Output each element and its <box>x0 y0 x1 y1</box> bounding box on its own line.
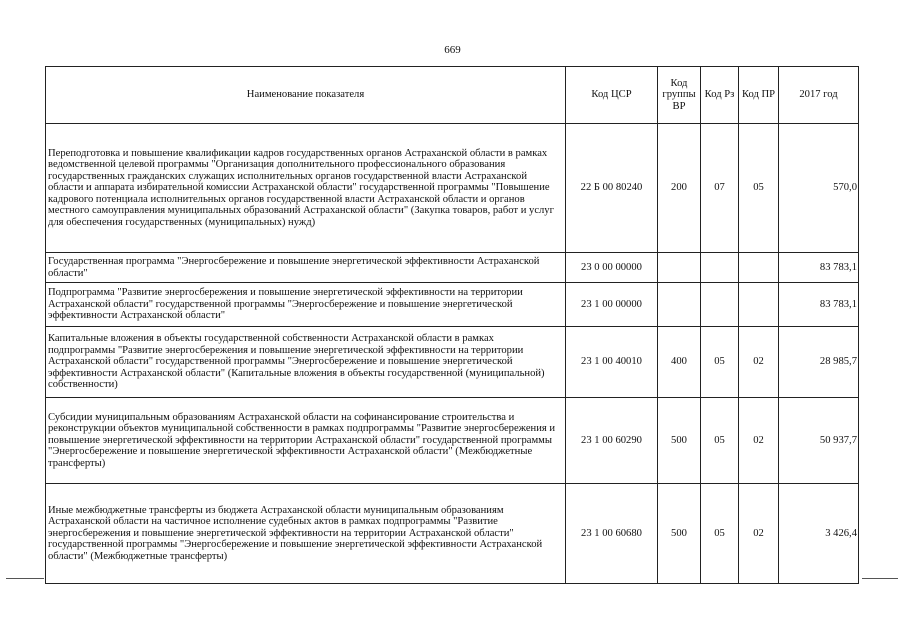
row-csr-code: 23 0 00 00000 <box>566 253 658 283</box>
row-csr-code: 23 1 00 00000 <box>566 283 658 327</box>
row-vr-code <box>658 253 701 283</box>
header-csr-code: Код ЦСР <box>566 67 658 124</box>
row-name: Капитальные вложения в объекты государственной собственности Астраханской области в рамках подпрограммы "Развитие энергосбережения и повышение энергетической эффективности на территории Астраханской области" государственной программы "Энергосбережение и повышение энергетической эффективности Астраханской области" (Капитальные вложения в объекты государственной (муниципальной) собственности) <box>46 327 566 398</box>
table-row <box>46 484 859 584</box>
row-rz-code: 05 <box>701 484 739 584</box>
table-row <box>46 253 859 283</box>
header-row <box>46 67 859 124</box>
row-rz-code <box>701 253 739 283</box>
row-rz-code: 07 <box>701 124 739 253</box>
table-row <box>46 283 859 327</box>
row-csr-code: 23 1 00 40010 <box>566 327 658 398</box>
row-vr-code: 200 <box>658 124 701 253</box>
page-number: 669 <box>444 44 461 56</box>
row-pr-code: 02 <box>739 327 779 398</box>
header-rz-code: Код Рз <box>701 67 739 124</box>
row-amount: 570,0 <box>779 124 859 253</box>
row-name: Иные межбюджетные трансферты из бюджета Астраханской области муниципальным образованиям Астраханской области на частичное исполнение судебных актов в рамках подпрограммы "Развитие энергосбережения и повышение энергетической эффективности на территории Астраханской области" государственной программы "Энергосбережение и повышение энергетической эффективности Астраханской области" (Межбюджетные трансферты) <box>46 484 566 584</box>
page-edge-line-right <box>862 578 898 579</box>
row-pr-code <box>739 253 779 283</box>
row-csr-code: 23 1 00 60680 <box>566 484 658 584</box>
page-edge-line-left <box>6 578 44 579</box>
row-rz-code: 05 <box>701 398 739 484</box>
row-rz-code: 05 <box>701 327 739 398</box>
header-year: 2017 год <box>779 67 859 124</box>
header-pr-code: Код ПР <box>739 67 779 124</box>
table-row <box>46 327 859 398</box>
row-pr-code <box>739 283 779 327</box>
row-amount: 28 985,7 <box>779 327 859 398</box>
row-pr-code: 05 <box>739 124 779 253</box>
row-pr-code: 02 <box>739 484 779 584</box>
row-amount: 83 783,1 <box>779 283 859 327</box>
header-vr-code: Код группы ВР <box>658 67 701 124</box>
row-name: Переподготовка и повышение квалификации кадров государственных органов Астраханской области в рамках ведомственной целевой программы "Организация дополнительного профессионального образования государственных гражданских служащих исполнительных органов государственной власти Астраханской области и аппарата избирательной комиссии Астраханской области" государственной программы "Повышение кадрового потенциала исполнительных органов государственной власти Астраханской области и органов местного самоуправления муниципальных образований Астраханской области" (Закупка товаров, работ и услуг для обеспечения государственных (муниципальных) нужд) <box>46 124 566 253</box>
table-row <box>46 124 859 253</box>
row-amount: 3 426,4 <box>779 484 859 584</box>
row-vr-code: 400 <box>658 327 701 398</box>
row-name: Субсидии муниципальным образованиям Астраханской области на софинансирование строительства и реконструкции объектов муниципальной собственности в рамках подпрограммы "Развитие энергосбережения и повышение энергетической эффективности на территории Астраханской области" государственной программы "Энергосбережение и повышение энергетической эффективности Астраханской области" (Межбюджетные трансферты) <box>46 398 566 484</box>
row-rz-code <box>701 283 739 327</box>
row-name: Государственная программа "Энергосбережение и повышение энергетической эффективности Астраханской области" <box>46 253 566 283</box>
row-vr-code <box>658 283 701 327</box>
row-vr-code: 500 <box>658 484 701 584</box>
header-name: Наименование показателя <box>46 67 566 124</box>
budget-table <box>45 66 859 584</box>
row-vr-code: 500 <box>658 398 701 484</box>
row-name: Подпрограмма "Развитие энергосбережения и повышение энергетической эффективности на территории Астраханской области" государственной программы "Энергосбережение и повышение энергетической эффективности Астраханской области" <box>46 283 566 327</box>
row-csr-code: 23 1 00 60290 <box>566 398 658 484</box>
table-row <box>46 398 859 484</box>
row-csr-code: 22 Б 00 80240 <box>566 124 658 253</box>
row-amount: 83 783,1 <box>779 253 859 283</box>
row-pr-code: 02 <box>739 398 779 484</box>
row-amount: 50 937,7 <box>779 398 859 484</box>
